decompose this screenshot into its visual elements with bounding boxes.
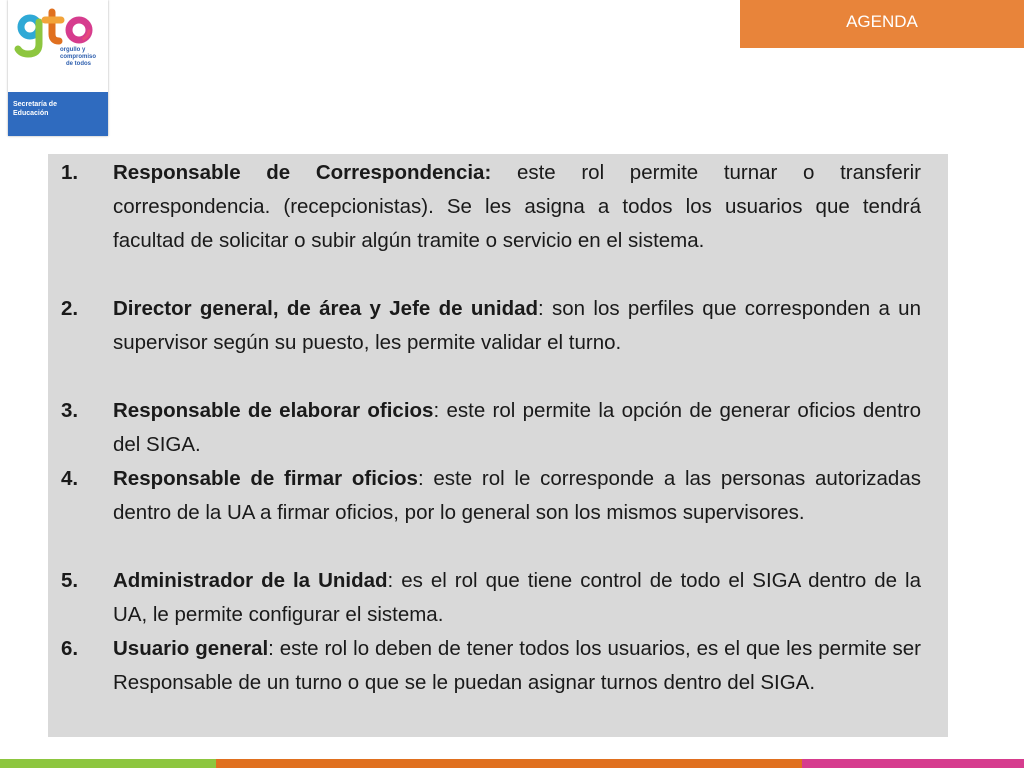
department-badge: [8, 92, 108, 136]
roles-panel: [48, 154, 948, 737]
gto-logo-graphic: [8, 0, 108, 92]
role-number: 3.: [61, 399, 79, 422]
role-label: Administrador de la Unidad: [113, 569, 388, 592]
footer-stripe-orange: [216, 759, 802, 768]
role-description: : este rol le corresponde a las personas autorizadas dentro de la UA a firmar oficios, por lo general son los mismos supervisores.: [113, 467, 921, 524]
role-number: 6.: [61, 637, 79, 660]
role-item: [61, 462, 921, 530]
role-item: [61, 564, 922, 632]
role-item: [61, 292, 921, 360]
department-line-1: Secretaría de: [13, 101, 57, 108]
role-label: Usuario general: [113, 637, 269, 660]
role-item: [61, 156, 921, 258]
footer-stripe-pink: [802, 759, 1024, 768]
role-item: [61, 394, 921, 462]
role-description: : este rol permite la opción de generar oficios dentro del SIGA.: [113, 399, 921, 456]
logo-tagline-line-3: de todos: [66, 61, 91, 67]
logo-tagline-line-2: compromiso: [60, 54, 97, 60]
agenda-tab[interactable]: AGENDA: [740, 0, 1024, 48]
role-label: Responsable de elaborar oficios: [113, 399, 434, 422]
role-description: : son los perfiles que corresponden a un supervisor según su puesto, les permite validar el turno.: [113, 297, 921, 354]
role-description: : este rol lo deben de tener todos los usuarios, es el que les permite ser Responsable de un turno o que se le puedan asignar turnos dentro del SIGA.: [113, 637, 921, 694]
role-label: Director general, de área y Jefe de unidad: [113, 297, 539, 320]
role-label: Responsable de Correspondencia:: [113, 161, 492, 184]
role-number: 5.: [61, 569, 79, 592]
role-description: : es el rol que tiene control de todo el SIGA dentro de la UA, le permite configurar el sistema.: [113, 569, 922, 626]
role-description: este rol permite turnar o transferir correspondencia. (recepcionistas). Se les asigna a todos los usuarios que tendrá facultad de solicitar o subir algún tramite o servicio en el sistema.: [113, 161, 921, 252]
role-number: 2.: [61, 297, 79, 320]
role-label: Responsable de firmar oficios: [113, 467, 418, 490]
brand-logo: [8, 0, 108, 136]
role-number: 1.: [61, 161, 79, 184]
gto-logo-mark: [8, 0, 108, 92]
role-number: 4.: [61, 467, 79, 490]
role-item: [61, 632, 921, 700]
footer-stripe-green: [0, 759, 216, 768]
logo-tagline-line-1: orgullo y: [60, 47, 86, 53]
department-line-2: Educación: [13, 110, 49, 117]
